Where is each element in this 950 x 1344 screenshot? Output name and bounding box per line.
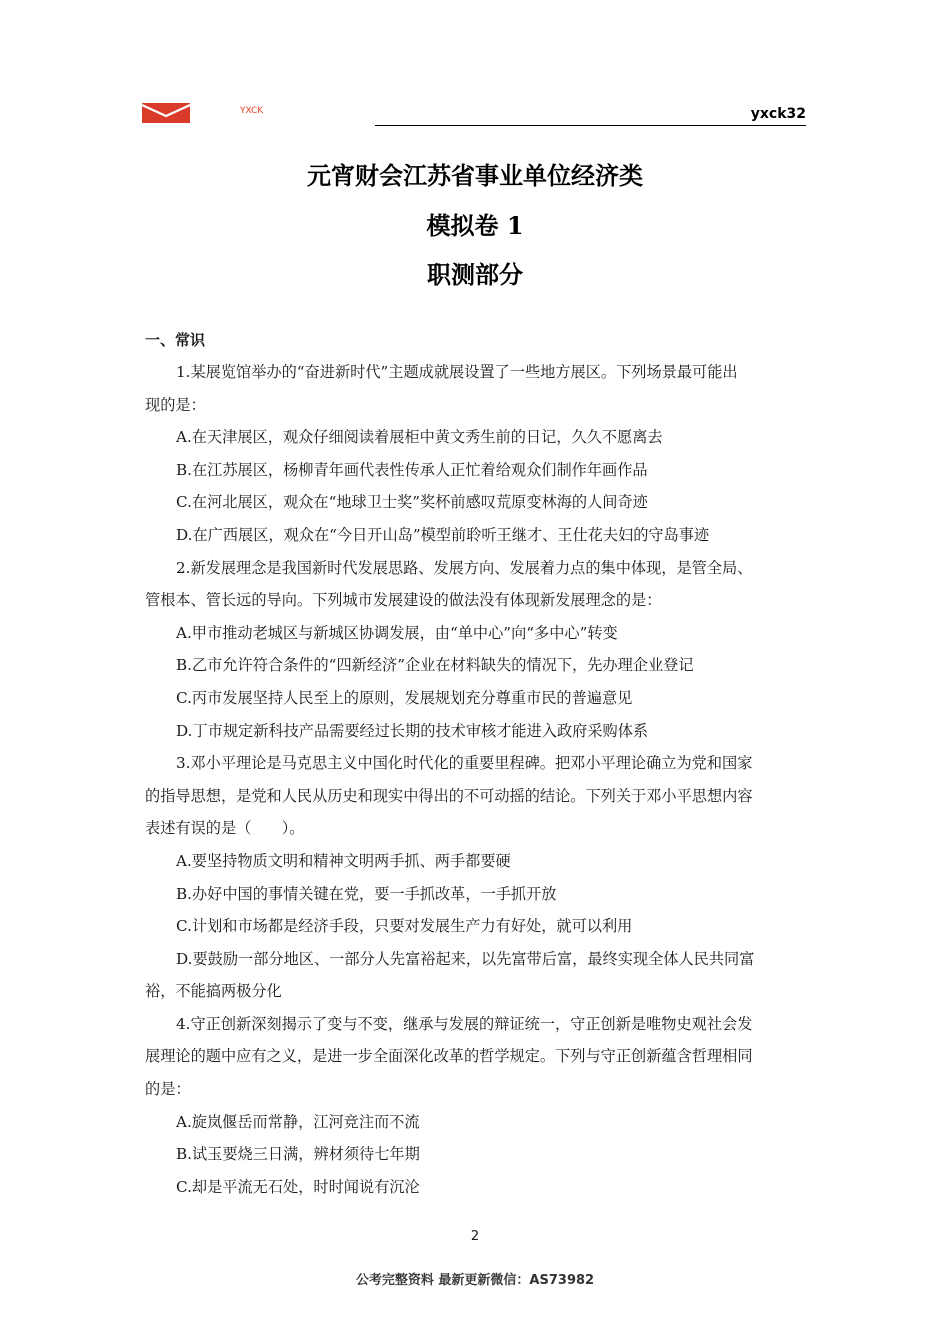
footer-note: 公考完整资料 最新更新微信：AS73982 xyxy=(355,1273,595,1288)
text-line: 表述有误的是（ ）。 xyxy=(145,819,305,838)
logo-text: YXCK xyxy=(240,106,264,116)
text-line: C.丙市发展坚持人民至上的原则，发展规划充分尊重市民的普遍意见 xyxy=(176,688,633,707)
question-body xyxy=(145,356,807,1203)
text-line: D.丁市规定新科技产品需要经过长期的技术审核才能进入政府采购体系 xyxy=(176,721,649,740)
text-line: 的是： xyxy=(145,1080,191,1099)
text-line: B.试玉要烧三日满，辨材须待七年期 xyxy=(176,1145,420,1164)
text-line: B.办好中国的事情关键在党，要一手抓改革，一手抓开放 xyxy=(176,884,557,903)
doc-part-title: 职测部分 xyxy=(427,260,523,289)
page-number: 2 xyxy=(470,1229,480,1244)
text-line: C.计划和市场都是经济手段，只要对发展生产力有好处，就可以利用 xyxy=(176,917,633,936)
text-line: 管根本、管长远的导向。下列城市发展建设的做法没有体现新发展理念的是： xyxy=(145,591,662,610)
doc-subtitle: 模拟卷 1 xyxy=(426,211,524,240)
header-rule xyxy=(375,125,806,126)
text-line: 的指导思想，是党和人民从历史和现实中得出的不可动摇的结论。下列关于邓小平思想内容 xyxy=(145,786,753,805)
text-line: C.在河北展区，观众在“地球卫士奖”奖杯前感叹荒原变林海的人间奇迹 xyxy=(176,493,648,512)
text-line: D.要鼓励一部分地区、一部分人先富裕起来，以先富带后富，最终实现全体人民共同富 xyxy=(176,949,755,968)
doc-title: 元宵财会江苏省事业单位经济类 xyxy=(307,161,643,190)
section-heading: 一、常识 xyxy=(145,331,206,349)
text-line: 现的是： xyxy=(145,395,206,414)
logo-icon xyxy=(142,103,190,123)
text-line: D.在广西展区，观众在“今日开山岛”模型前聆听王继才、王仕花夫妇的守岛事迹 xyxy=(176,525,710,544)
text-line: 裕，不能搞两极分化 xyxy=(145,982,282,1001)
text-line: B.在江苏展区，杨柳青年画代表性传承人正忙着给观众们制作年画作品 xyxy=(176,460,648,479)
text-line: B.乙市允许符合条件的“四新经济”企业在材料缺失的情况下，先办理企业登记 xyxy=(176,656,694,675)
text-line: A.在天津展区，观众仔细阅读着展柜中黄文秀生前的日记，久久不愿离去 xyxy=(176,428,663,447)
text-line: 4.守正创新深刻揭示了变与不变，继承与发展的辩证统一，守正创新是唯物史观社会发 xyxy=(176,1014,753,1033)
text-line: 2.新发展理念是我国新时代发展思路、发展方向、发展着力点的集中体现，是管全局、 xyxy=(176,558,753,577)
text-line: 展理论的题中应有之义，是进一步全面深化改革的哲学规定。下列与守正创新蕴含哲理相同 xyxy=(145,1047,753,1066)
text-line: C.却是平流无石处，时时闻说有沉沦 xyxy=(176,1177,420,1196)
text-line: A.旋岚偃岳而常静，江河竞注而不流 xyxy=(176,1112,420,1131)
text-line: A.要坚持物质文明和精神文明两手抓、两手都要硬 xyxy=(176,851,511,870)
text-line: 1.某展览馆举办的“奋进新时代”主题成就展设置了一些地方展区。下列场景最可能出 xyxy=(176,363,738,381)
header-code: yxck32 xyxy=(750,106,806,122)
text-line: 3.邓小平理论是马克思主义中国化时代化的重要里程碑。把邓小平理论确立为党和国家 xyxy=(176,754,753,773)
text-line: A.甲市推动老城区与新城区协调发展，由“单中心”向“多中心”转变 xyxy=(176,623,618,642)
